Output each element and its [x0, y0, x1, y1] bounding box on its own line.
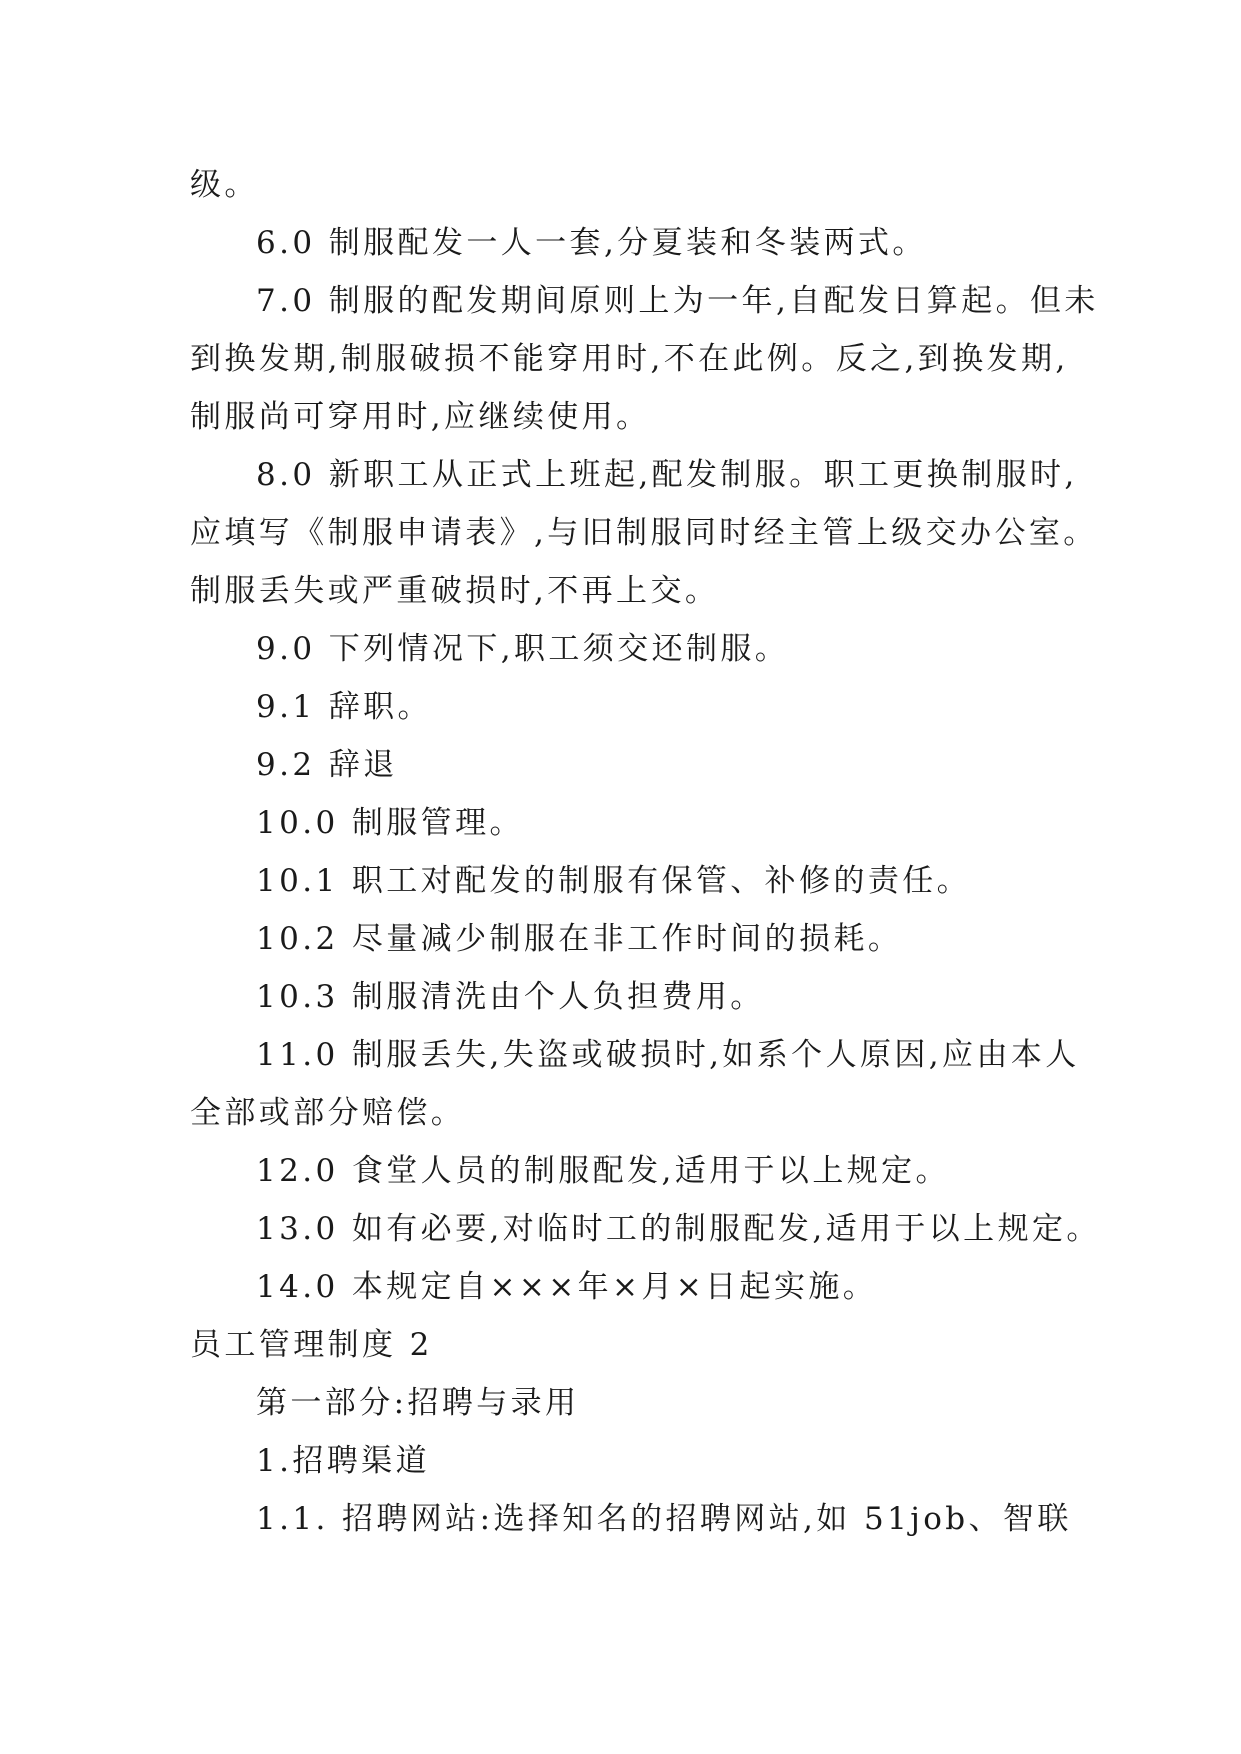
text-line: 10.3 制服清洗由个人负担费用。	[256, 979, 765, 1015]
text-line: 全部或部分赔偿。	[190, 1095, 466, 1131]
text-line: 1.1. 招聘网站:选择知名的招聘网站,如 51job、智联	[256, 1501, 1072, 1537]
text-line: 11.0 制服丢失,失盗或破损时,如系个人原因,应由本人	[256, 1037, 1080, 1073]
text-line: 9.2 辞退	[256, 747, 398, 783]
text-line: 10.2 尽量减少制服在非工作时间的损耗。	[256, 921, 903, 957]
text-line: 10.1 职工对配发的制服有保管、补修的责任。	[256, 863, 972, 899]
text-line: 13.0 如有必要,对临时工的制服配发,适用于以上规定。	[256, 1211, 1101, 1247]
text-line: 6.0 制服配发一人一套,分夏装和冬装两式。	[256, 225, 927, 261]
text-line: 10.0 制服管理。	[256, 805, 524, 841]
text-line: 9.0 下列情况下,职工须交还制服。	[256, 631, 790, 667]
text-line: 12.0 食堂人员的制服配发,适用于以上规定。	[256, 1153, 950, 1189]
text-line: 制服尚可穿用时,应继续使用。	[190, 399, 651, 435]
text-line: 7.0 制服的配发期间原则上为一年,自配发日算起。但未	[256, 283, 1099, 319]
section-heading: 员工管理制度 2	[190, 1327, 433, 1363]
text-line: 制服丢失或严重破损时,不再上交。	[190, 573, 720, 609]
text-line: 9.1 辞职。	[256, 689, 432, 725]
text-line: 8.0 新职工从正式上班起,配发制服。职工更换制服时,	[256, 457, 1078, 493]
text-line: 1.招聘渠道	[256, 1443, 430, 1479]
text-line: 应填写《制服申请表》,与旧制服同时经主管上级交办公室。	[190, 515, 1098, 551]
text-line: 到换发期,制服破损不能穿用时,不在此例。反之,到换发期,	[190, 341, 1069, 377]
text-line: 级。	[190, 167, 259, 203]
subsection-heading: 第一部分:招聘与录用	[256, 1385, 580, 1421]
text-line: 14.0 本规定自×××年×月×日起实施。	[256, 1269, 878, 1305]
